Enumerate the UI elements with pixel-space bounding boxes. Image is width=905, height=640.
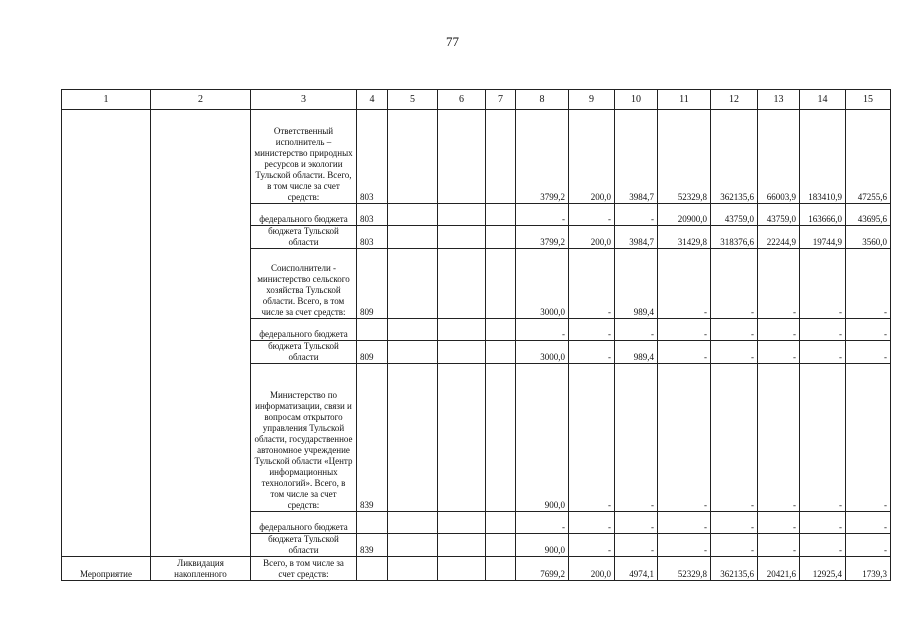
value-cell: - bbox=[569, 534, 615, 557]
empty-cell bbox=[486, 249, 516, 319]
empty-cell bbox=[388, 249, 438, 319]
header-row bbox=[62, 90, 891, 110]
value-cell: - bbox=[800, 512, 846, 534]
value-cell: - bbox=[658, 534, 711, 557]
value-cell: 20900,0 bbox=[658, 204, 711, 226]
value-cell: 31429,8 bbox=[658, 226, 711, 249]
value-cell: 43759,0 bbox=[711, 204, 758, 226]
page-number: 77 bbox=[446, 34, 459, 49]
empty-cell bbox=[486, 110, 516, 204]
column-header: 3 bbox=[251, 90, 357, 110]
value-cell: - bbox=[758, 249, 800, 319]
row-code: 839 bbox=[357, 364, 388, 512]
value-cell: 163666,0 bbox=[800, 204, 846, 226]
budget-table bbox=[61, 89, 891, 581]
column-header: 15 bbox=[846, 90, 891, 110]
empty-cell bbox=[438, 512, 486, 534]
value-cell: - bbox=[758, 319, 800, 341]
value-cell: - bbox=[615, 204, 658, 226]
table-row-measure bbox=[62, 557, 891, 581]
table-row bbox=[62, 110, 891, 204]
column-header: 1 bbox=[62, 90, 151, 110]
value-cell: 200,0 bbox=[569, 110, 615, 204]
row-description: бюджета Тульской области bbox=[251, 341, 357, 364]
empty-cell bbox=[388, 341, 438, 364]
value-cell: - bbox=[516, 204, 569, 226]
column-header: 8 bbox=[516, 90, 569, 110]
value-cell: - bbox=[800, 364, 846, 512]
column-header: 5 bbox=[388, 90, 438, 110]
empty-cell bbox=[388, 512, 438, 534]
value-cell: - bbox=[758, 534, 800, 557]
value-cell: 362135,6 bbox=[711, 110, 758, 204]
value-cell: - bbox=[569, 249, 615, 319]
empty-cell bbox=[486, 364, 516, 512]
value-cell: - bbox=[569, 512, 615, 534]
row-description: федерального бюджета bbox=[251, 204, 357, 226]
value-cell: - bbox=[658, 249, 711, 319]
value-cell: - bbox=[711, 534, 758, 557]
row-code: 809 bbox=[357, 249, 388, 319]
value-cell: 318376,6 bbox=[711, 226, 758, 249]
column-header: 4 bbox=[357, 90, 388, 110]
empty-cell bbox=[486, 534, 516, 557]
value-cell: - bbox=[758, 341, 800, 364]
row-code: 803 bbox=[357, 110, 388, 204]
value-cell: - bbox=[800, 534, 846, 557]
column-header: 12 bbox=[711, 90, 758, 110]
row-code: 803 bbox=[357, 226, 388, 249]
empty-cell bbox=[486, 512, 516, 534]
value-cell: - bbox=[615, 512, 658, 534]
measure-type-label: Мероприятие bbox=[62, 557, 151, 581]
row-code: 803 bbox=[357, 204, 388, 226]
row-description: Ответственный исполнитель – министерство природных ресурсов и экологии Тульской области. Всего, в том числе за счет средств: bbox=[251, 110, 357, 204]
empty-cell bbox=[388, 557, 438, 581]
value-cell: - bbox=[711, 319, 758, 341]
value-cell: - bbox=[658, 341, 711, 364]
value-cell: - bbox=[800, 341, 846, 364]
row-description: Министерство по информатизации, связи и вопросам открытого управления Тульской области, государственное автономное учреждение Тульской области «Центр информационных технологий». Всего, в том числе за счет средств: bbox=[251, 364, 357, 512]
value-cell: 52329,8 bbox=[658, 110, 711, 204]
row-description: федерального бюджета bbox=[251, 512, 357, 534]
empty-cell bbox=[438, 110, 486, 204]
row-code bbox=[357, 557, 388, 581]
value-cell: 52329,8 bbox=[658, 557, 711, 581]
value-cell: 4974,1 bbox=[615, 557, 658, 581]
value-cell: - bbox=[516, 512, 569, 534]
value-cell: 3984,7 bbox=[615, 110, 658, 204]
value-cell: - bbox=[800, 249, 846, 319]
value-cell: 3799,2 bbox=[516, 110, 569, 204]
value-cell: - bbox=[800, 319, 846, 341]
empty-cell bbox=[438, 226, 486, 249]
row-description: бюджета Тульской области bbox=[251, 226, 357, 249]
value-cell: - bbox=[846, 341, 891, 364]
value-cell: 989,4 bbox=[615, 249, 658, 319]
empty-cell bbox=[438, 557, 486, 581]
empty-cell bbox=[388, 226, 438, 249]
value-cell: 362135,6 bbox=[711, 557, 758, 581]
value-cell: 22244,9 bbox=[758, 226, 800, 249]
value-cell: - bbox=[846, 534, 891, 557]
empty-cell bbox=[486, 557, 516, 581]
value-cell: 66003,9 bbox=[758, 110, 800, 204]
value-cell: 3000,0 bbox=[516, 249, 569, 319]
value-cell: - bbox=[569, 204, 615, 226]
value-cell: 12925,4 bbox=[800, 557, 846, 581]
empty-cell bbox=[388, 204, 438, 226]
value-cell: 3560,0 bbox=[846, 226, 891, 249]
value-cell: 19744,9 bbox=[800, 226, 846, 249]
value-cell: - bbox=[758, 512, 800, 534]
column-2-cell-empty bbox=[151, 110, 251, 557]
value-cell: - bbox=[658, 364, 711, 512]
value-cell: - bbox=[711, 341, 758, 364]
value-cell: 43759,0 bbox=[758, 204, 800, 226]
empty-cell bbox=[388, 534, 438, 557]
value-cell: - bbox=[711, 512, 758, 534]
value-cell: 43695,6 bbox=[846, 204, 891, 226]
row-description: Соисполнители - министерство сельского хозяйства Тульской области. Всего, в том числе за счет средств: bbox=[251, 249, 357, 319]
column-header: 14 bbox=[800, 90, 846, 110]
row-code bbox=[357, 319, 388, 341]
value-cell: - bbox=[846, 249, 891, 319]
empty-cell bbox=[438, 204, 486, 226]
empty-cell bbox=[388, 110, 438, 204]
empty-cell bbox=[438, 534, 486, 557]
column-header: 2 bbox=[151, 90, 251, 110]
value-cell: - bbox=[711, 364, 758, 512]
value-cell: - bbox=[658, 512, 711, 534]
empty-cell bbox=[438, 249, 486, 319]
column-header: 13 bbox=[758, 90, 800, 110]
column-header: 9 bbox=[569, 90, 615, 110]
empty-cell bbox=[438, 364, 486, 512]
value-cell: 200,0 bbox=[569, 557, 615, 581]
empty-cell bbox=[486, 226, 516, 249]
value-cell: 1739,3 bbox=[846, 557, 891, 581]
value-cell: - bbox=[658, 319, 711, 341]
value-cell: - bbox=[615, 534, 658, 557]
value-cell: 200,0 bbox=[569, 226, 615, 249]
value-cell: - bbox=[569, 364, 615, 512]
value-cell: 183410,9 bbox=[800, 110, 846, 204]
value-cell: 989,4 bbox=[615, 341, 658, 364]
value-cell: - bbox=[615, 319, 658, 341]
column-header: 10 bbox=[615, 90, 658, 110]
value-cell: 3984,7 bbox=[615, 226, 658, 249]
value-cell: - bbox=[569, 341, 615, 364]
value-cell: 47255,6 bbox=[846, 110, 891, 204]
empty-cell bbox=[486, 204, 516, 226]
value-cell: - bbox=[711, 249, 758, 319]
value-cell: - bbox=[758, 364, 800, 512]
value-cell: 3000,0 bbox=[516, 341, 569, 364]
empty-cell bbox=[486, 319, 516, 341]
value-cell: - bbox=[615, 364, 658, 512]
column-1-cell-empty bbox=[62, 110, 151, 557]
row-description: федерального бюджета bbox=[251, 319, 357, 341]
row-description: Всего, в том числе за счет средств: bbox=[251, 557, 357, 581]
empty-cell bbox=[438, 319, 486, 341]
value-cell: - bbox=[846, 364, 891, 512]
measure-name-label: Ликвидация накопленного bbox=[151, 557, 251, 581]
empty-cell bbox=[486, 341, 516, 364]
value-cell: 20421,6 bbox=[758, 557, 800, 581]
column-header: 7 bbox=[486, 90, 516, 110]
column-header: 6 bbox=[438, 90, 486, 110]
value-cell: - bbox=[846, 512, 891, 534]
row-code bbox=[357, 512, 388, 534]
value-cell: 3799,2 bbox=[516, 226, 569, 249]
value-cell: - bbox=[516, 319, 569, 341]
row-description: бюджета Тульской области bbox=[251, 534, 357, 557]
value-cell: - bbox=[569, 319, 615, 341]
empty-cell bbox=[388, 364, 438, 512]
empty-cell bbox=[438, 341, 486, 364]
value-cell: 900,0 bbox=[516, 534, 569, 557]
column-header: 11 bbox=[658, 90, 711, 110]
value-cell: - bbox=[846, 319, 891, 341]
value-cell: 900,0 bbox=[516, 364, 569, 512]
row-code: 839 bbox=[357, 534, 388, 557]
value-cell: 7699,2 bbox=[516, 557, 569, 581]
row-code: 809 bbox=[357, 341, 388, 364]
empty-cell bbox=[388, 319, 438, 341]
